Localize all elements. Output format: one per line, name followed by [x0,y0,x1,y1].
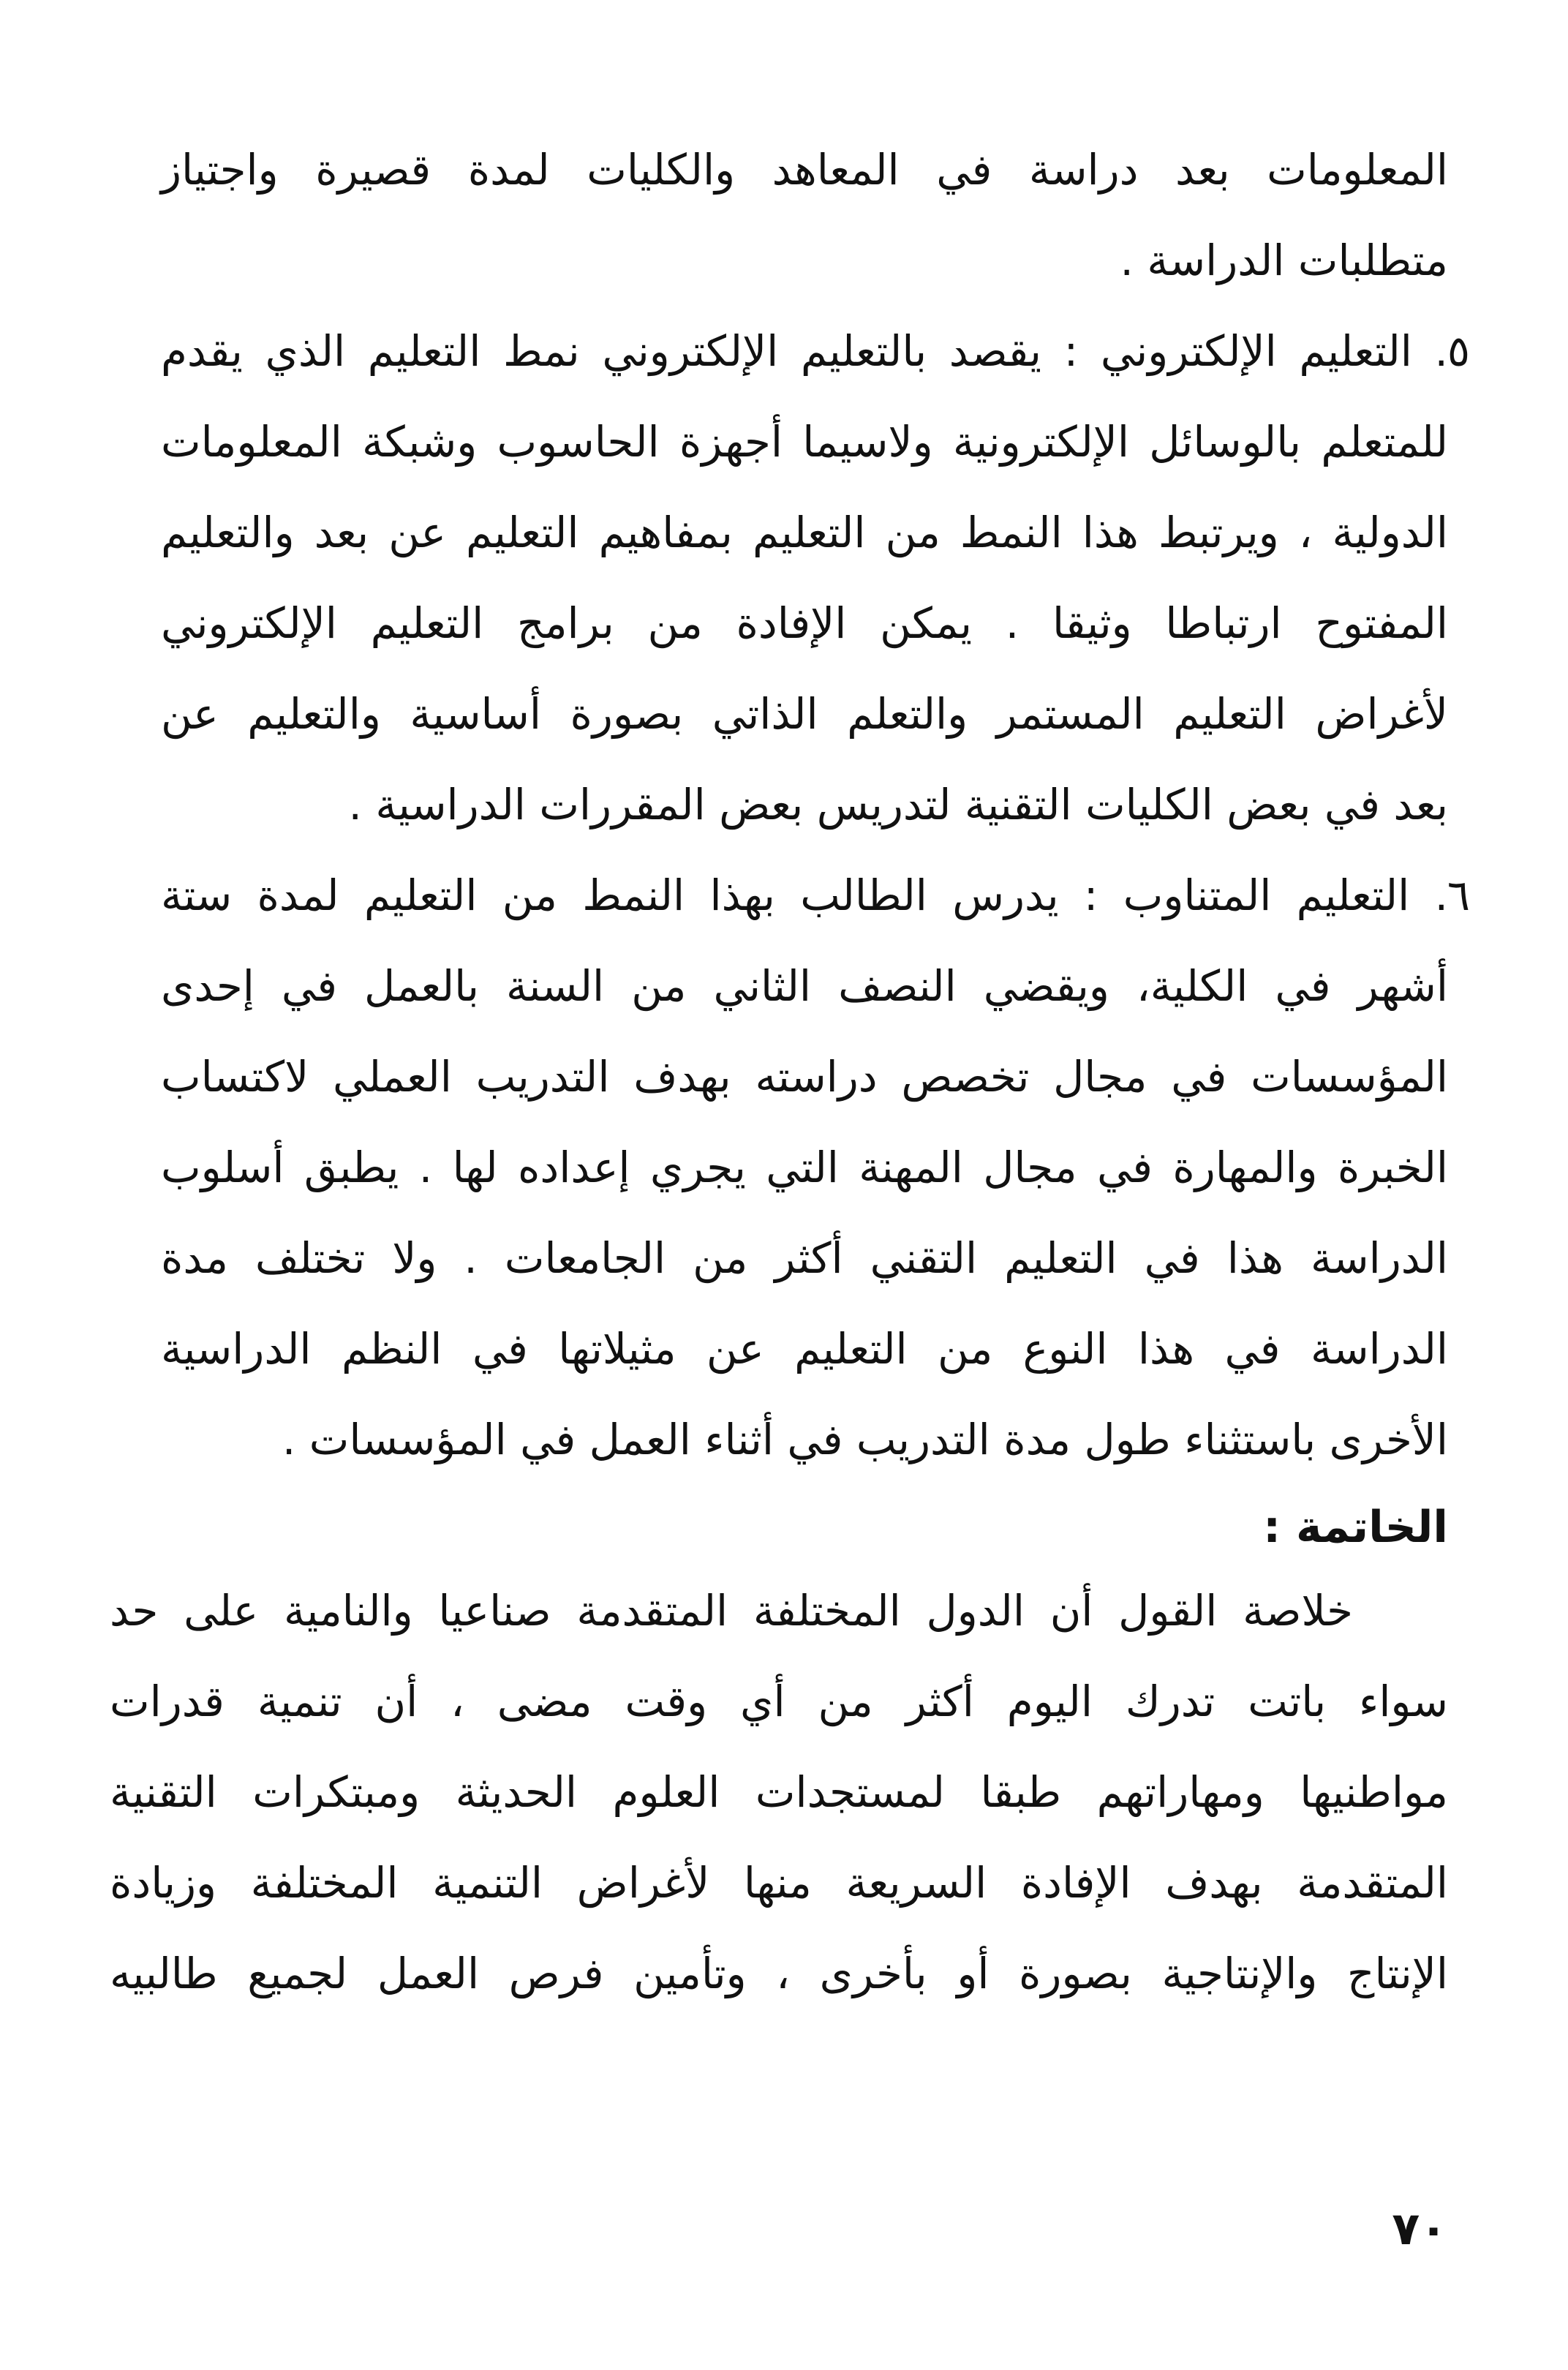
intro-paragraph [161,124,1448,306]
page-number: ٧٠ [1392,2202,1447,2255]
text-line: الإنتاج والإنتاجية بصورة أو بأخرى ، وتأمين فرص العمل لجميع طالبيه [110,1949,1448,1998]
text-line: المؤسسات في مجال تخصص دراسته بهدف التدريب العملي لاكتساب [161,1052,1448,1102]
text-line: . التعليم المتناوب : يدرس الطالب بهذا النمط من التعليم لمدة ستة [161,870,1448,920]
text-line: لأغراض التعليم المستمر والتعلم الذاتي بصورة أساسية والتعليم عن [161,689,1448,739]
text-line: الدولية ، ويرتبط هذا النمط من التعليم بمفاهيم التعليم عن بعد والتعليم [161,508,1448,557]
conclusion-heading: الخاتمة : [1263,1502,1448,1553]
text-line: خلاصة القول أن الدول المختلفة المتقدمة صناعيا والنامية على حد [110,1586,1353,1636]
text-line: المتقدمة بهدف الإفادة السريعة منها لأغراض التنمية المختلفة وزيادة [110,1858,1448,1908]
text-line: متطلبات الدراسة . [1120,236,1448,285]
document-page [110,124,1470,2333]
text-line: الأخرى باستثناء طول مدة التدريب في أثناء العمل في المؤسسات . [282,1415,1448,1464]
text-line: المفتوح ارتباطا وثيقا . يمكن الإفادة من برامج التعليم الإلكتروني [161,598,1448,648]
text-line: مواطنيها ومهاراتهم طبقا لمستجدات العلوم الحديثة ومبتكرات التقنية [110,1767,1448,1817]
text-line: الخبرة والمهارة في مجال المهنة التي يجري إعداده لها . يطبق أسلوب [161,1143,1448,1192]
list-item-number: ٦ [1447,870,1470,920]
conclusion-paragraph [110,1565,1448,2019]
text-line: . التعليم الإلكتروني : يقصد بالتعليم الإلكتروني نمط التعليم الذي يقدم [161,326,1448,376]
list-item-5 [110,306,1470,850]
text-line: أشهر في الكلية، ويقضي النصف الثاني من السنة بالعمل في إحدى [161,961,1448,1011]
text-line: الدراسة في هذا النوع من التعليم عن مثيلاتها في النظم الدراسية [161,1324,1448,1374]
text-line: سواء باتت تدرك اليوم أكثر من أي وقت مضى ، أن تنمية قدرات [110,1677,1448,1726]
text-line: المعلومات بعد دراسة في المعاهد والكليات لمدة قصيرة واجتياز [161,145,1448,195]
list-item-number: ٥ [1447,326,1470,376]
text-line: بعد في بعض الكليات التقنية لتدريس بعض المقررات الدراسية . [348,780,1448,830]
list-item-6 [110,850,1470,1485]
text-line: الدراسة هذا في التعليم التقني أكثر من الجامعات . ولا تختلف مدة [161,1233,1448,1283]
text-line: للمتعلم بالوسائل الإلكترونية ولاسيما أجهزة الحاسوب وشبكة المعلومات [161,417,1448,467]
